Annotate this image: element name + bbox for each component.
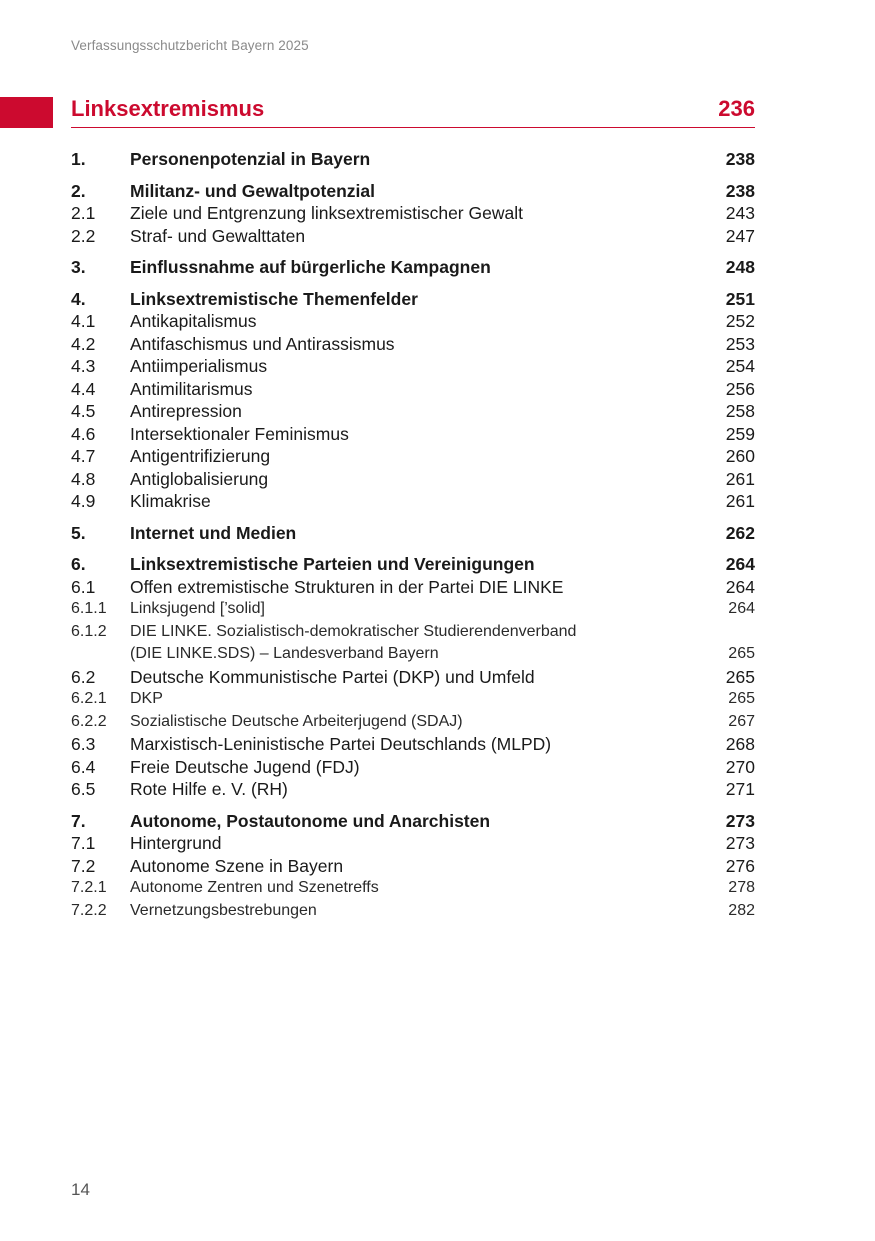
toc-entry-title: Offen extremistische Strukturen in der Partei DIE LINKE (130, 576, 564, 597)
toc-entry-page: 264 (728, 600, 755, 617)
toc-entry (71, 666, 755, 689)
toc-entry-number: 6.2.2 (71, 712, 107, 730)
toc-entry (71, 333, 755, 356)
toc-entry-title: Sozialistische Deutsche Arbeiterjugend (SDAJ) (130, 712, 463, 730)
toc-entry-title: Antiglobalisierung (130, 468, 269, 489)
toc-entry (71, 877, 755, 900)
toc-entry-page: 238 (725, 180, 755, 201)
toc-entry (71, 202, 755, 225)
toc-entry (71, 756, 755, 779)
section-page-number: 236 (718, 96, 755, 121)
toc-entry (71, 288, 755, 311)
toc-entry-number: 7.2.1 (71, 879, 107, 896)
toc-entry-page: 256 (725, 378, 755, 399)
toc-entry-page: 262 (725, 522, 755, 543)
page-number: 14 (71, 1180, 90, 1199)
toc-entry-title: Antikapitalismus (130, 311, 257, 331)
toc-entry-number: 4.1 (71, 311, 96, 331)
toc-entry (71, 621, 755, 644)
toc-entry (71, 855, 755, 878)
toc-entry-number: 6.1.2 (71, 622, 107, 640)
toc-entry-number: 4.5 (71, 401, 96, 421)
toc-entry-number: 6.1.1 (71, 600, 107, 617)
toc-entry-title: Militanz- und Gewaltpotenzial (130, 180, 375, 201)
toc-entry-title: Ziele und Entgrenzung linksextremistischer Gewalt (130, 203, 523, 223)
toc-entry-number: 2.2 (71, 225, 96, 246)
toc-entry-page: 261 (725, 491, 755, 511)
toc-entry-title: Antiimperialismus (130, 356, 268, 376)
toc-entry-title: Straf- und Gewalttaten (130, 225, 306, 246)
toc-entry-number: 6.5 (71, 779, 96, 799)
toc-entry (71, 180, 755, 203)
toc-entry-page: 243 (725, 203, 755, 223)
toc-entry-title: Linksjugend [’solid] (130, 600, 265, 617)
toc-entry-title: Antigentrifizierung (130, 446, 271, 466)
toc-entry-page: 271 (725, 779, 755, 799)
toc-entry-title: Freie Deutsche Jugend (FDJ) (130, 756, 360, 777)
toc-entry (71, 256, 755, 279)
toc-entry-page: 265 (725, 666, 755, 687)
toc-entry-page: 265 (728, 645, 755, 662)
toc-entry (71, 522, 755, 545)
toc-entry-page: 252 (725, 311, 755, 331)
toc-entry-title: Antirepression (130, 401, 242, 421)
toc-entry-page: 251 (725, 288, 755, 309)
toc-entry (71, 832, 755, 855)
toc-entry-number: 7.2.2 (71, 901, 107, 919)
toc-entry-page: 273 (725, 833, 755, 853)
toc-entry-page: 278 (728, 879, 755, 896)
toc-entry (71, 148, 755, 171)
toc-entry-title: DKP (130, 690, 163, 707)
toc-entry-page: 258 (725, 401, 755, 421)
toc-entry (71, 598, 755, 621)
toc-entry-number: 3. (71, 257, 86, 277)
toc-entry-page: 248 (725, 257, 755, 277)
toc-entry-title: Autonome, Postautonome und Anarchisten (130, 810, 491, 831)
toc-entry-page: 261 (725, 468, 755, 489)
toc-entry-page: 264 (725, 554, 755, 574)
toc-entry-page: 238 (725, 149, 755, 169)
toc-entry-page: 247 (725, 225, 755, 246)
toc-entry-page: 276 (725, 855, 755, 876)
toc-entry-number: 4.2 (71, 333, 96, 354)
toc-entry-title: Linksextremistische Themenfelder (130, 288, 418, 309)
toc-entry-number: 4.3 (71, 356, 96, 376)
toc-entry-page: 264 (725, 576, 755, 597)
toc-entry-number: 7.2 (71, 855, 96, 876)
section-tab-marker (0, 97, 53, 128)
toc-entry-number: 4. (71, 288, 86, 309)
toc-entry-title: Autonome Szene in Bayern (130, 855, 344, 876)
toc-entry-number: 6.1 (71, 576, 96, 597)
toc-entry-number: 1. (71, 149, 86, 169)
toc-entry-number: 6. (71, 554, 86, 574)
toc-entry-page: 259 (725, 423, 755, 444)
toc-entry-title: Linksextremistische Parteien und Vereinigungen (130, 554, 535, 574)
toc-entry-number: 4.7 (71, 446, 96, 466)
toc-entry-number: 7.1 (71, 833, 96, 853)
toc-entry-number: 2. (71, 180, 86, 201)
toc-entry-title: Klimakrise (130, 491, 211, 511)
toc-entry-number: 4.6 (71, 423, 96, 444)
toc-entry-number: 6.3 (71, 734, 96, 754)
toc-entry-page: 273 (725, 810, 755, 831)
toc-entry-number: 6.4 (71, 756, 96, 777)
toc-entry-number: 4.9 (71, 491, 96, 511)
toc-entry (71, 576, 755, 599)
toc-entry-title: Autonome Zentren und Szenetreffs (130, 879, 379, 896)
toc-entry-title: Internet und Medien (130, 522, 297, 543)
toc-entry-title: Deutsche Kommunistische Partei (DKP) und Umfeld (130, 666, 535, 687)
toc-entry-page: 267 (728, 712, 755, 730)
toc-entry-number: 4.4 (71, 378, 96, 399)
toc-entry (71, 225, 755, 248)
toc-entry (71, 643, 755, 666)
toc-entry-title: Antimilitarismus (130, 378, 253, 399)
toc-entry (71, 733, 755, 756)
toc-entry-title: Rote Hilfe e. V. (RH) (130, 779, 288, 799)
toc-entry-title: Antifaschismus und Antirassismus (130, 333, 395, 354)
toc-entry (71, 490, 755, 513)
toc-entry (71, 468, 755, 491)
toc-entry (71, 378, 755, 401)
toc-entry (71, 423, 755, 446)
toc-entry-page: 253 (725, 333, 755, 354)
toc-entry (71, 810, 755, 833)
toc-entry-title: (DIE LINKE.SDS) – Landesverband Bayern (130, 645, 439, 662)
toc-entry-title: Hintergrund (130, 833, 222, 853)
toc-entry (71, 553, 755, 576)
toc-entry-page: 260 (725, 446, 755, 466)
section-heading (71, 94, 755, 128)
toc-entry-number: 6.2.1 (71, 690, 107, 707)
toc-entry-title: Marxistisch-Leninistische Partei Deutschlands (MLPD) (130, 734, 552, 754)
toc-entry (71, 355, 755, 378)
toc-entry-page: 265 (728, 690, 755, 707)
toc-entry (71, 400, 755, 423)
toc-entry (71, 711, 755, 734)
toc-entry (71, 778, 755, 801)
toc-entry-number: 2.1 (71, 203, 96, 223)
toc-entry-number: 5. (71, 522, 86, 543)
toc-entry-number: 4.8 (71, 468, 96, 489)
toc-entry-title: Personenpotenzial in Bayern (130, 149, 371, 169)
running-head: Verfassungsschutzbericht Bayern 2025 (71, 38, 309, 53)
toc-entry-title: DIE LINKE. Sozialistisch-demokratischer Studierendenverband (130, 622, 577, 640)
toc-entry-title: Intersektionaler Feminismus (130, 423, 349, 444)
toc-entry (71, 900, 755, 923)
section-title: Linksextremismus (71, 96, 265, 121)
toc-entry-page: 254 (725, 356, 755, 376)
toc-entry-number: 7. (71, 810, 86, 831)
toc-entry (71, 445, 755, 468)
toc-entry (71, 688, 755, 711)
toc-entry-page: 270 (725, 756, 755, 777)
toc-entry-page: 268 (725, 734, 755, 754)
toc-entry-page: 282 (728, 901, 755, 919)
toc-entry-title: Einflussnahme auf bürgerliche Kampagnen (130, 257, 491, 277)
toc-entry-number: 6.2 (71, 666, 96, 687)
toc-entry-title: Vernetzungsbestrebungen (130, 901, 317, 919)
table-of-contents (71, 148, 755, 922)
toc-entry (71, 310, 755, 333)
